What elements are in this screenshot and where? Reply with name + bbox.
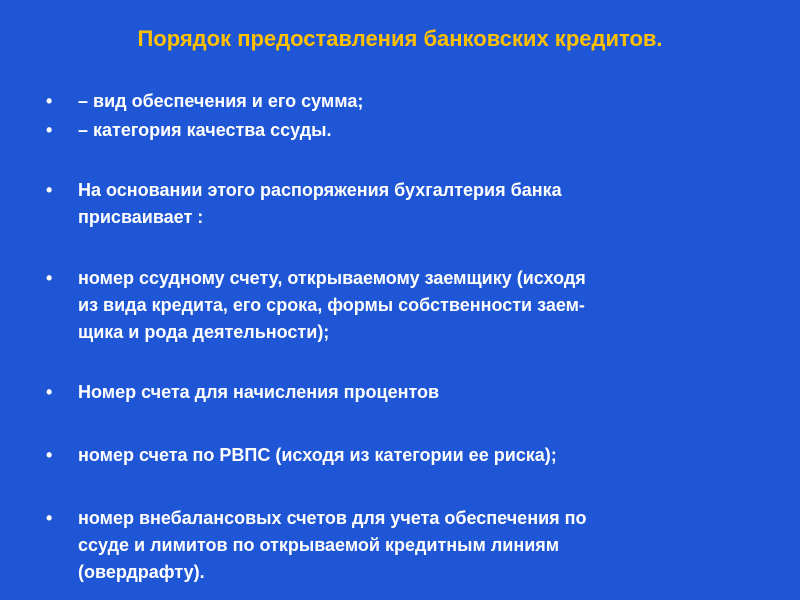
bullet-text: номер ссудному счету, открываемому заемщику (исходя из вида кредита, его срока, формы собственности заем- щика и рода деятельности); (78, 268, 586, 342)
bullet-dot-icon: • (46, 268, 53, 288)
bullet-item (46, 177, 746, 231)
bullet-text: Номер счета для начисления процентов (78, 382, 440, 402)
bullet-item (46, 117, 746, 144)
bullet-item (46, 505, 746, 586)
bullet-text: номер внебалансовых счетов для учета обеспечения по ссуде и лимитов по открываемой кредитным линиям (овердрафту). (78, 508, 587, 582)
bullet-item (46, 88, 746, 115)
bullet-dot-icon: • (46, 382, 53, 402)
bullet-item (46, 442, 746, 469)
bullet-text: – вид обеспечения и его сумма; (78, 91, 364, 111)
bullet-text: номер счета по РВПС (исходя из категории ее риска); (78, 445, 557, 465)
bullet-text: – категория качества ссуды. (78, 120, 332, 140)
bullet-dot-icon: • (46, 445, 53, 465)
bullet-item (46, 379, 746, 406)
bullet-dot-icon: • (46, 180, 53, 200)
bullet-dot-icon: • (46, 120, 53, 140)
bullet-item (46, 265, 746, 346)
slide-title: Порядок предоставления банковских кредитов. (137, 26, 663, 51)
bullet-dot-icon: • (46, 508, 53, 528)
bullet-text: На основании этого распоряжения бухгалтерия банка присваивает : (78, 180, 562, 227)
bullet-dot-icon: • (46, 91, 53, 111)
